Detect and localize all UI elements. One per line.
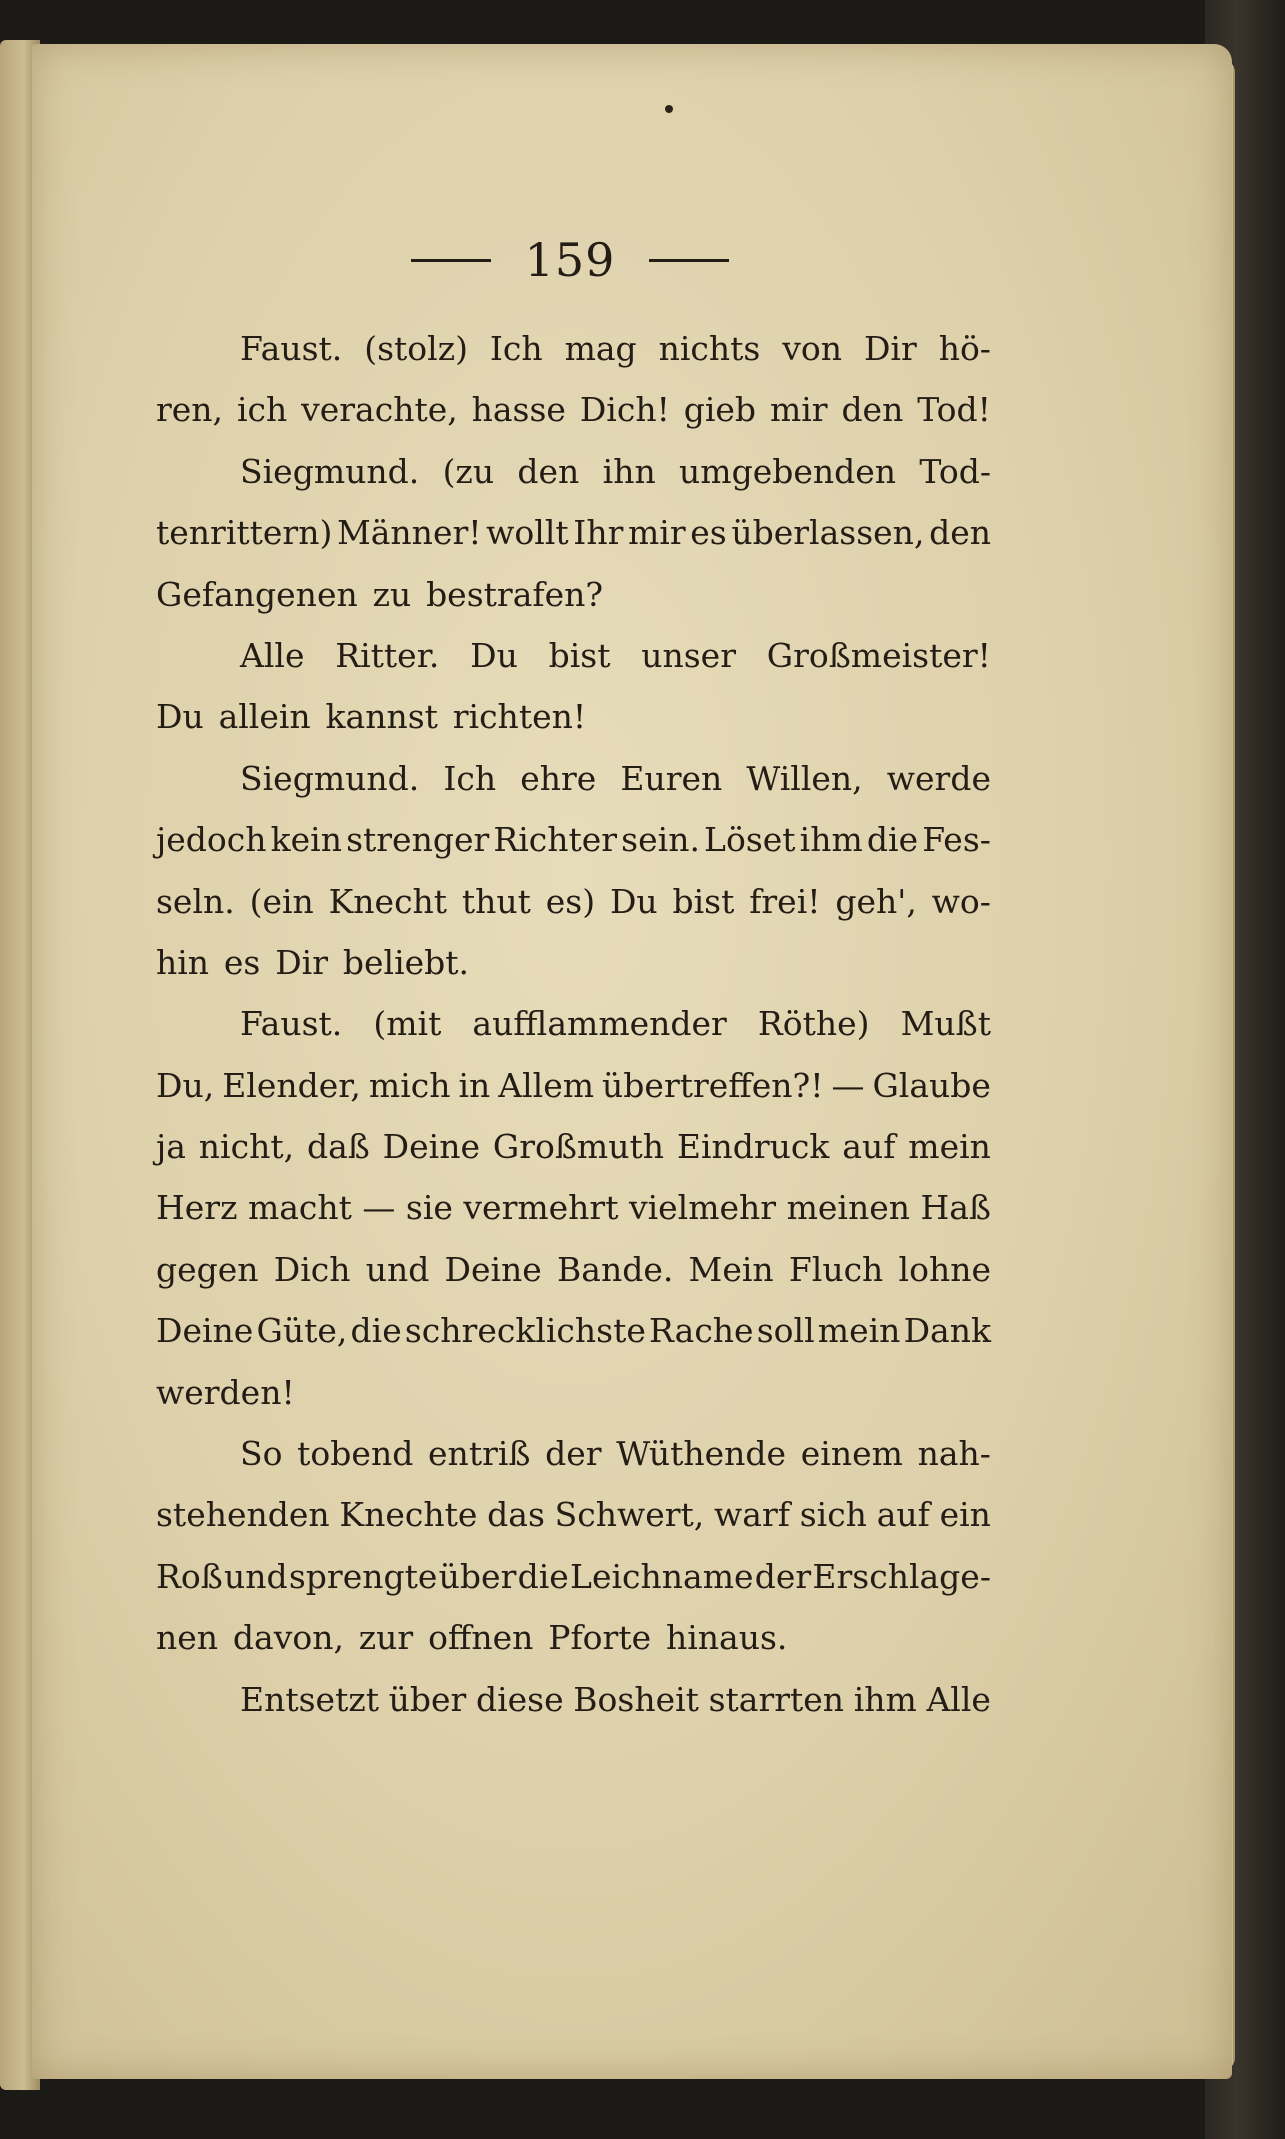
word: Du, (156, 1065, 215, 1105)
word: das (487, 1495, 545, 1535)
word: verachte, (301, 390, 458, 430)
word: mein (908, 1127, 991, 1167)
word: Ich (443, 758, 497, 798)
word: Knecht (328, 881, 448, 921)
word: sich (799, 1495, 867, 1535)
word: Alle (240, 635, 305, 675)
word: Dank (903, 1311, 991, 1351)
word: geh', (835, 881, 917, 921)
word: macht (247, 1188, 352, 1228)
word: Allem (498, 1065, 595, 1105)
word: zu (372, 574, 412, 614)
header-dash-left (411, 259, 491, 262)
word: lohne (898, 1249, 991, 1289)
word: Fes- (922, 820, 991, 860)
word: ja (156, 1127, 186, 1167)
text-line (156, 441, 991, 502)
word: seln. (156, 881, 235, 921)
word: zur (358, 1618, 414, 1658)
word: soll (756, 1311, 815, 1351)
word: Pforte (548, 1618, 652, 1658)
word: Bande. (557, 1249, 674, 1289)
word: Löset (704, 820, 796, 860)
text-line (156, 318, 991, 379)
word: Faust. (240, 329, 343, 368)
word: der (754, 1556, 812, 1596)
word: Elender, (222, 1065, 361, 1105)
word: es (690, 513, 727, 553)
word: aufflammender (472, 1004, 727, 1044)
word: frei! (749, 881, 821, 921)
word: beliebt. (342, 942, 470, 982)
text-line (156, 1116, 991, 1177)
word: starrten (708, 1679, 845, 1719)
word: die (517, 1556, 569, 1596)
word: Deine (444, 1249, 542, 1289)
word: wollt (486, 513, 569, 553)
word: ihm (799, 820, 863, 860)
word: Tod- (919, 451, 991, 491)
word: bestrafen? (426, 574, 604, 614)
word: warf (714, 1495, 790, 1535)
word: Ihr (573, 513, 624, 553)
word: der (545, 1434, 602, 1474)
text-line (156, 1362, 991, 1423)
text-line (156, 809, 991, 870)
word: Entsetzt (240, 1679, 379, 1719)
text-line (156, 932, 991, 993)
text-line (156, 1423, 991, 1484)
word: auf (842, 1127, 896, 1167)
word: über (438, 1556, 517, 1596)
word: Ich (489, 329, 543, 368)
text-line (156, 502, 991, 563)
text-line (156, 625, 991, 686)
word: über (388, 1679, 467, 1719)
word: und (365, 1249, 430, 1289)
word: Du (156, 697, 204, 737)
word: nen (156, 1618, 219, 1658)
word: Knechte (339, 1495, 478, 1535)
word: sein. (621, 820, 700, 860)
word: ein (939, 1495, 991, 1535)
word: Dir (275, 942, 329, 982)
word: nichts (658, 329, 761, 368)
word: bist (672, 881, 735, 921)
word: Glaube (872, 1065, 991, 1105)
word: auf (876, 1495, 930, 1535)
word: Du (609, 881, 658, 921)
text-line (156, 1300, 991, 1361)
word: richten! (452, 697, 587, 737)
word: Deine (382, 1127, 480, 1167)
text-line (156, 993, 991, 1054)
word: strenger (346, 820, 490, 860)
text-line (156, 1607, 991, 1668)
word: Tod! (917, 390, 991, 430)
word: bist (548, 635, 611, 675)
word: den (517, 451, 580, 491)
word: hasse (471, 390, 566, 430)
word: Dich (273, 1249, 351, 1289)
text-line (156, 686, 991, 747)
word: Herz (156, 1188, 238, 1228)
word: Güte, (256, 1311, 348, 1351)
word: (zu (442, 451, 495, 491)
word: wo- (931, 881, 991, 921)
word: es (223, 942, 261, 982)
word: überlassen, (731, 513, 925, 553)
word: werde (886, 758, 991, 798)
word: schrecklichste (404, 1311, 646, 1351)
word: ihn (602, 451, 656, 491)
word: kein (270, 820, 342, 860)
word: kannst (325, 697, 438, 737)
word: sie (405, 1188, 453, 1228)
word: diese (475, 1679, 564, 1719)
text-line (156, 1239, 991, 1300)
word: Schwert, (554, 1495, 705, 1535)
word: ehre (520, 758, 597, 798)
word: ich (236, 390, 288, 430)
text-line (156, 379, 991, 440)
text-line (156, 1055, 991, 1116)
word: thut (461, 881, 531, 921)
word: Faust. (240, 1004, 343, 1044)
text-line (156, 564, 991, 625)
word: von (782, 329, 843, 368)
word: sprengte (288, 1556, 438, 1596)
word: gieb (683, 390, 757, 430)
word: einem (800, 1434, 903, 1474)
word: Großmeister! (766, 635, 991, 675)
word: hin (156, 942, 210, 982)
word: übertreffen?! (602, 1065, 824, 1105)
word: Siegmund. (240, 758, 420, 798)
word: Deine (156, 1311, 254, 1351)
word: Eindruck (676, 1127, 830, 1167)
word: mich (368, 1065, 451, 1105)
word: hinaus. (665, 1618, 788, 1658)
word: und (224, 1556, 288, 1596)
word: Ritter. (335, 635, 440, 675)
word: (stolz) (364, 329, 468, 368)
word: Bosheit (573, 1679, 699, 1719)
word: Röthe) (757, 1004, 870, 1044)
word: vermehrt (463, 1188, 619, 1228)
word: (ein (249, 881, 314, 921)
header-dash-right (649, 259, 729, 262)
word: gegen (156, 1249, 259, 1289)
word: Männer! (336, 513, 482, 553)
word: Wüthende (616, 1434, 787, 1474)
word: den (929, 513, 991, 553)
word: Willen, (746, 758, 863, 798)
word: daß (306, 1127, 370, 1167)
word: (mit (373, 1004, 442, 1044)
word: mir (628, 513, 686, 553)
word: Mußt (900, 1004, 991, 1044)
word: Erschlage- (812, 1556, 991, 1596)
word: mir (769, 390, 828, 430)
word: — (831, 1065, 865, 1105)
word: jedoch (156, 820, 267, 860)
word: unser (641, 635, 736, 675)
word: ren, (156, 390, 224, 430)
word: Rache (649, 1311, 754, 1351)
word: Gefangenen (156, 574, 358, 614)
word: ihm (853, 1679, 917, 1719)
word: Alle (926, 1679, 991, 1719)
ink-spot (665, 105, 673, 113)
word: Mein (688, 1249, 774, 1289)
word: — (362, 1188, 396, 1228)
word: die (866, 820, 919, 860)
text-line (156, 1546, 991, 1607)
word: vielmehr (628, 1188, 777, 1228)
word: mein (817, 1311, 901, 1351)
word: Großmuth (492, 1127, 664, 1167)
text-line (156, 1177, 991, 1238)
word: Richter (493, 820, 618, 860)
word: Dir (863, 329, 917, 368)
word: Du (470, 635, 518, 675)
word: in (458, 1065, 491, 1105)
text-line (156, 1484, 991, 1545)
word: werden! (156, 1372, 295, 1412)
word: es) (545, 881, 596, 921)
word: Haß (920, 1188, 991, 1228)
word: offnen (428, 1618, 534, 1658)
word: So (240, 1434, 283, 1474)
word: Fluch (788, 1249, 884, 1289)
word: Euren (620, 758, 723, 798)
word: Dich! (579, 390, 670, 430)
word: tobend (297, 1434, 414, 1474)
text-line (156, 871, 991, 932)
page-header (395, 230, 745, 290)
word: Siegmund. (240, 451, 420, 491)
word: davon, (232, 1618, 344, 1658)
word: Leichname (570, 1556, 754, 1596)
word: umgebenden (679, 451, 897, 491)
word: nicht, (198, 1127, 295, 1167)
word: meinen (786, 1188, 910, 1228)
word: entriß (428, 1434, 531, 1474)
word: tenrittern) (156, 513, 333, 553)
word: mag (564, 329, 637, 368)
word: den (841, 390, 904, 430)
text-line (156, 748, 991, 809)
word: nah- (917, 1434, 991, 1474)
word: Roß (156, 1556, 223, 1596)
word: stehenden (156, 1495, 330, 1535)
body-text (156, 318, 991, 1730)
word: hö- (938, 329, 991, 368)
word: allein (218, 697, 311, 737)
page-number: 159 (524, 233, 616, 287)
word: die (350, 1311, 402, 1351)
text-line (156, 1669, 991, 1730)
